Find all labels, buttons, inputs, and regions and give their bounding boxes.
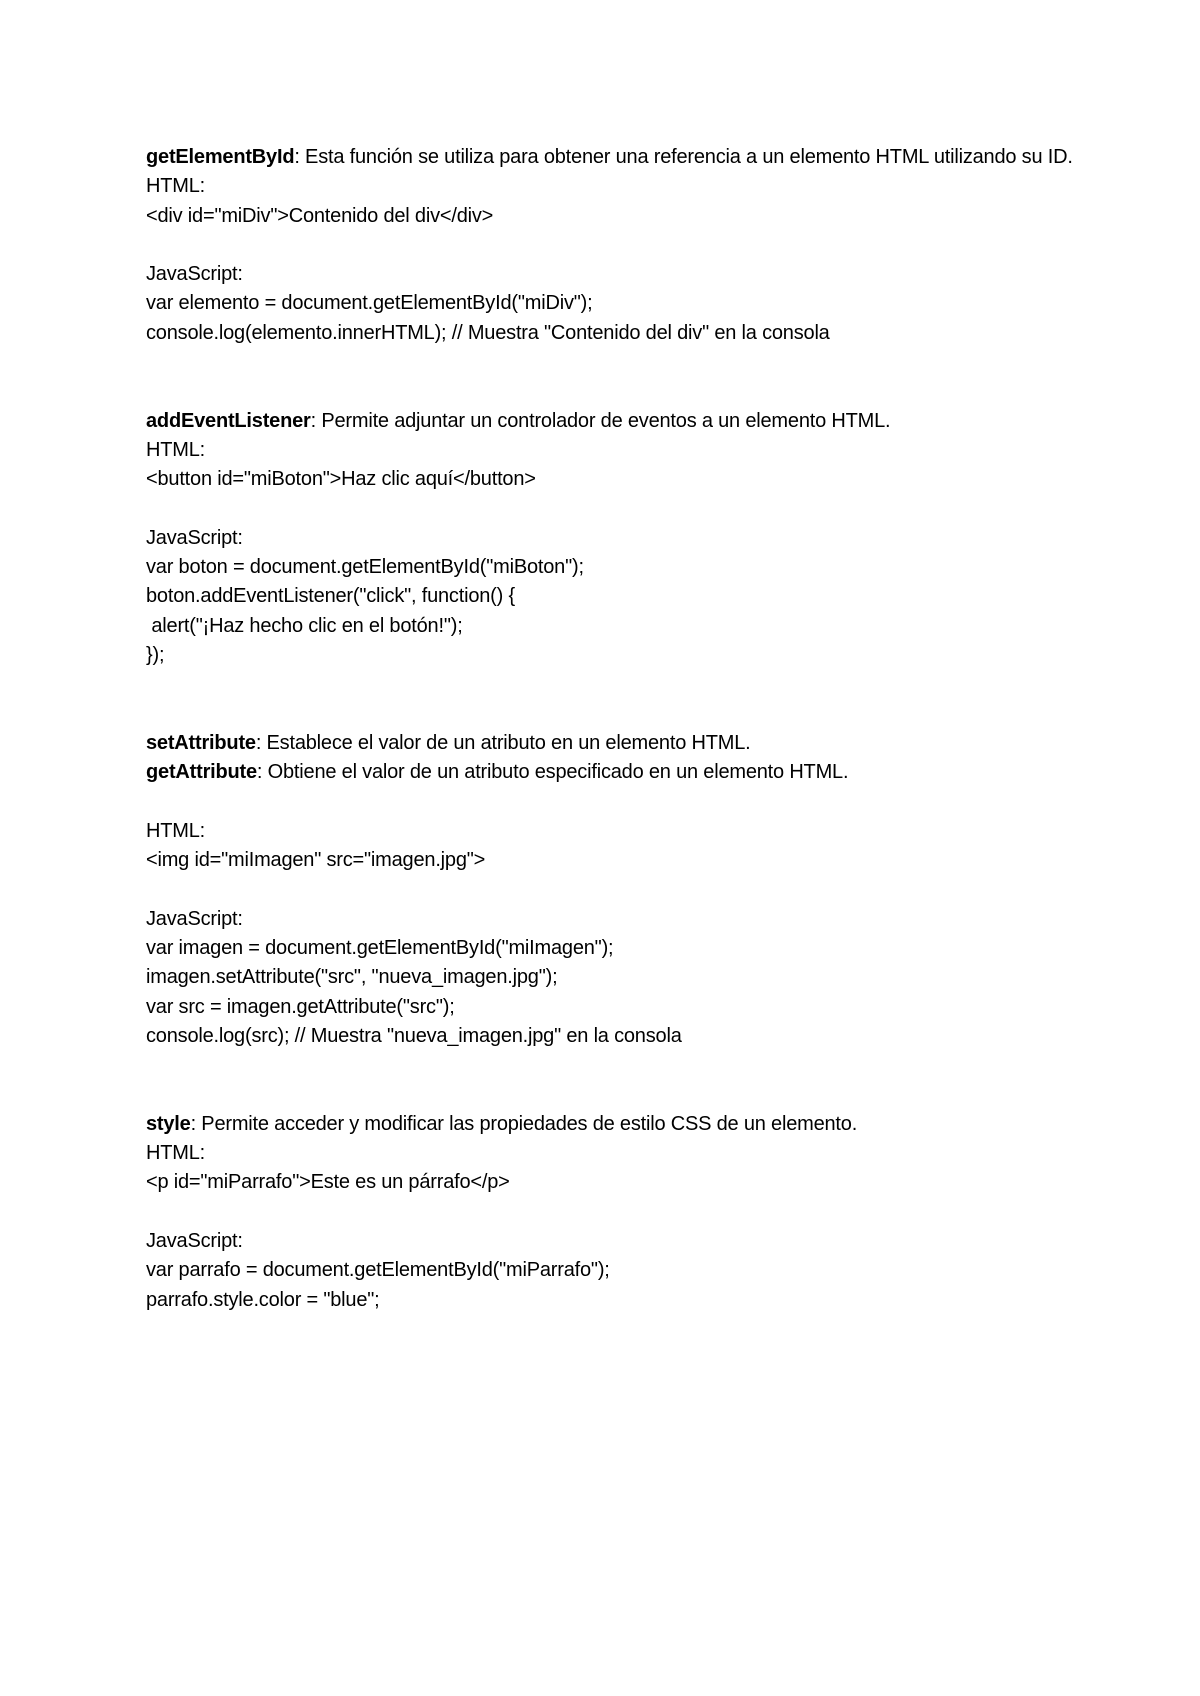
definition-text: : Esta función se utiliza para obtener una referencia a un elemento HTML utilizando su ID. (294, 146, 1073, 168)
spacer (146, 377, 1086, 406)
code-line: JavaScript: (146, 1229, 243, 1252)
blank-line (146, 1198, 1086, 1227)
definition-line (146, 407, 1086, 436)
code-line: <img id="miImagen" src="imagen.jpg"> (146, 849, 486, 872)
code-line: var parrafo = document.getElementById("miParrafo"); (146, 1259, 610, 1282)
code-line: var src = imagen.getAttribute("src"); (146, 995, 455, 1018)
blank-line (146, 495, 1086, 524)
spacer (146, 1051, 1086, 1080)
blank-line (146, 788, 1086, 817)
definition-text: : Obtiene el valor de un atributo especificado en un elemento HTML. (256, 761, 849, 784)
code-line: parrafo.style.color = "blue"; (146, 1288, 380, 1311)
spacer (146, 1081, 1086, 1110)
code-line: console.log(src); // Muestra "nueva_imagen.jpg" en la consola (146, 1024, 682, 1047)
code-line: <div id="miDiv">Contenido del div</div> (146, 204, 494, 227)
code-line: imagen.setAttribute("src", "nueva_imagen.jpg"); (146, 966, 558, 989)
code-line: JavaScript: (146, 526, 243, 549)
definition-line (146, 758, 1086, 787)
definition-text: : Permite acceder y modificar las propiedades de estilo CSS de un elemento. (190, 1112, 858, 1135)
section-style (146, 1110, 1086, 1315)
section-setattribute-getattribute (146, 729, 1086, 1051)
code-line: HTML: (146, 1142, 206, 1165)
code-line: var elemento = document.getElementById("miDiv"); (146, 292, 593, 315)
code-line: HTML: (146, 819, 206, 842)
code-line: HTML: (146, 175, 206, 198)
definition-line (146, 143, 1086, 172)
code-line: <button id="miBoton">Haz clic aquí</button> (146, 468, 536, 491)
spacer (146, 348, 1086, 377)
section-addeventlistener (146, 407, 1086, 671)
code-line: }); (146, 644, 165, 667)
code-line: boton.addEventListener("click", function() { (146, 585, 515, 608)
code-line: <p id="miParrafo">Este es un párrafo</p> (146, 1171, 510, 1194)
blank-line (146, 231, 1086, 260)
definition-text: : Permite adjuntar un controlador de eventos a un elemento HTML. (310, 409, 891, 432)
code-line: var boton = document.getElementById("miBoton"); (146, 556, 584, 579)
code-line: alert("¡Haz hecho clic en el botón!"); (146, 614, 463, 637)
term-name: getElementById (146, 146, 295, 168)
spacer (146, 700, 1086, 729)
section-getelementbyid (146, 143, 1086, 348)
code-line: JavaScript: (146, 263, 243, 286)
definition-text: : Establece el valor de un atributo en un elemento HTML. (255, 731, 751, 754)
term-name: getAttribute (146, 761, 257, 784)
document-page (146, 143, 1086, 1315)
code-line: console.log(elemento.innerHTML); // Muestra "Contenido del div" en la consola (146, 321, 830, 344)
term-name: style (146, 1112, 191, 1135)
code-line: var imagen = document.getElementById("miImagen"); (146, 937, 614, 960)
definition-line (146, 1110, 1086, 1139)
definition-line (146, 729, 1086, 758)
code-line: JavaScript: (146, 907, 243, 930)
code-line: HTML: (146, 438, 206, 461)
spacer (146, 670, 1086, 699)
blank-line (146, 875, 1086, 904)
term-name: setAttribute (146, 731, 256, 754)
term-name: addEventListener (146, 409, 311, 432)
